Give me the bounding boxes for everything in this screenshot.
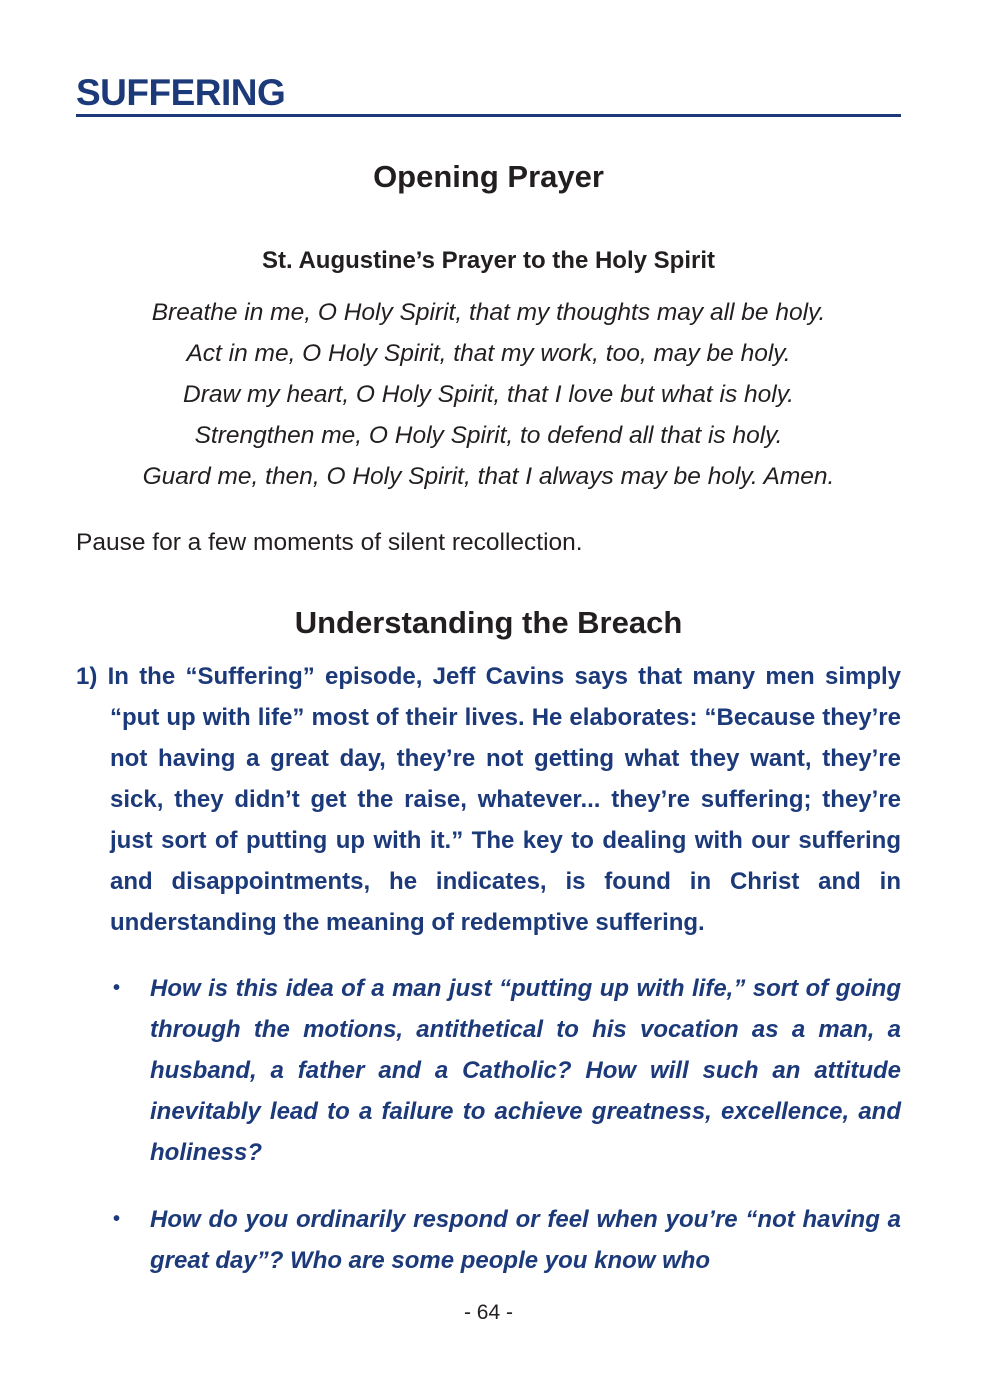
question-number: 1): [76, 663, 98, 690]
prayer-title: St. Augustine’s Prayer to the Holy Spirit: [262, 247, 715, 274]
opening-prayer-heading: Opening Prayer: [373, 159, 604, 194]
prayer-line: Breathe in me, O Holy Spirit, that my thoughts may all be holy.: [151, 299, 826, 326]
subquestion-text: How do you ordinarily respond or feel when you’re “not having a great day”? Who are some people you know who: [150, 1206, 901, 1274]
page-number: - 64 -: [463, 1301, 513, 1324]
prayer-line: Guard me, then, O Holy Spirit, that I always may be holy. Amen.: [142, 463, 835, 490]
chapter-title-rule: [76, 114, 901, 117]
recollection-instruction: Pause for a few moments of silent recollection.: [76, 529, 583, 556]
question-1-subquestions: [113, 968, 901, 1173]
prayer-line: Act in me, O Holy Spirit, that my work, too, may be holy.: [186, 340, 791, 367]
question-text: In the “Suffering” episode, Jeff Cavins says that many men simply “put up with life” most of their lives. He elaborates: “Because they’re not having a great day, they’re not getting what they want, they’re sick, they didn’t get the raise, whatever... they’re suffering; they’re just sort of putting up with it.” The key to dealing with our suffering and disappointments, he indicates, is found in Christ and in understanding the meaning of redemptive suffering.: [107, 663, 901, 936]
question-1-subquestions-continued: [113, 1199, 901, 1281]
bullet-icon: •: [113, 977, 121, 999]
discussion-question-1: [76, 656, 901, 943]
prayer-lines: [76, 292, 901, 497]
bullet-icon: •: [113, 1208, 121, 1230]
prayer-line: Draw my heart, O Holy Spirit, that I love but what is holy.: [183, 381, 794, 408]
subquestion-item: [113, 968, 901, 1173]
subquestion-text: How is this idea of a man just “putting up with life,” sort of going through the motions, antithetical to his vocation as a man, a husband, a father and a Catholic? How will such an attitude inevitably lead to a failure to achieve greatness, excellence, and holiness?: [150, 975, 901, 1166]
understanding-breach-heading: Understanding the Breach: [294, 605, 683, 640]
subquestion-item: [113, 1199, 901, 1281]
chapter-title: SUFFERING: [76, 72, 286, 113]
question-1-body: [76, 656, 901, 943]
prayer-line: Strengthen me, O Holy Spirit, to defend all that is holy.: [194, 422, 783, 449]
